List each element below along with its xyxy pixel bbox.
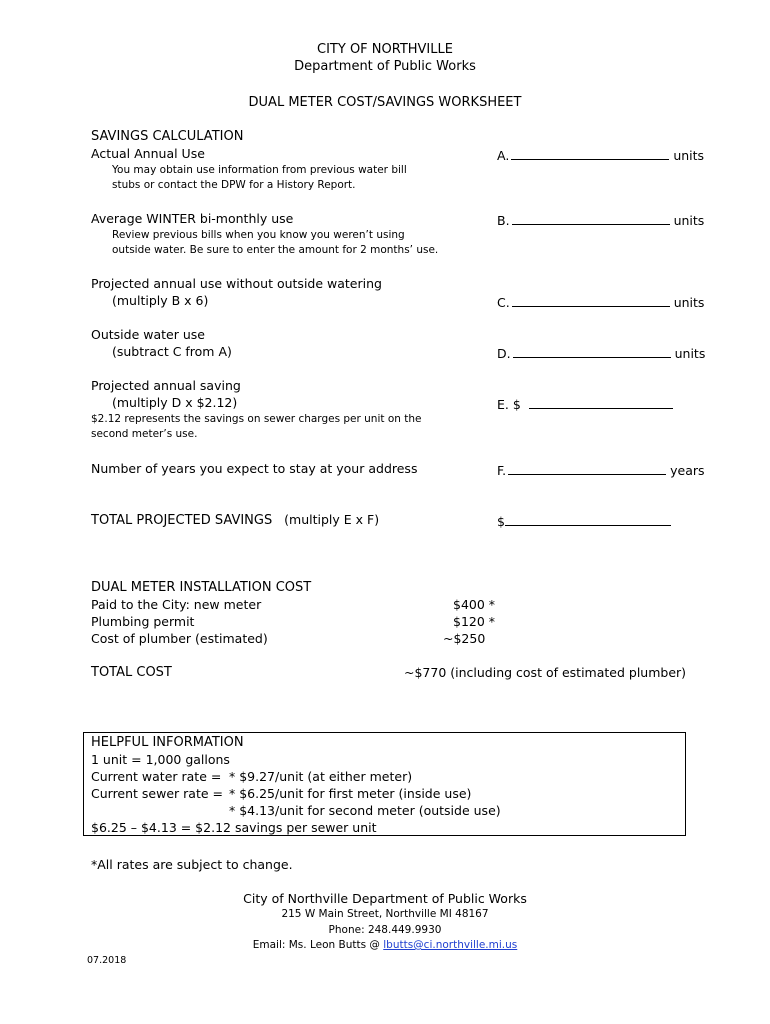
footer-phone: Phone: 248.449.9930 bbox=[328, 924, 442, 936]
row-a-letter: A. bbox=[497, 148, 510, 163]
row-d-unit: units bbox=[674, 346, 706, 361]
row-c-label: Projected annual use without outside watering bbox=[91, 276, 382, 291]
row-c-unit: units bbox=[673, 295, 705, 310]
savings-heading: SAVINGS CALCULATION bbox=[91, 129, 244, 144]
page-title: DUAL METER COST/SAVINGS WORKSHEET bbox=[248, 95, 522, 110]
row-e-input-line[interactable] bbox=[529, 395, 673, 409]
row-b-note: outside water. Be sure to enter the amount for 2 months’ use. bbox=[112, 244, 439, 256]
help-water-label: Current water rate = bbox=[91, 769, 222, 784]
install-item-label: Plumbing permit bbox=[91, 614, 195, 629]
row-b-letter: B. bbox=[497, 213, 510, 228]
total-savings-row bbox=[91, 512, 379, 528]
total-savings-formula: (multiply E x F) bbox=[284, 512, 380, 527]
row-d-formula: (subtract C from A) bbox=[112, 344, 232, 359]
row-c-field[interactable] bbox=[497, 293, 704, 310]
row-e-letter: E. $ bbox=[497, 397, 521, 412]
row-c-input-line[interactable] bbox=[512, 293, 670, 307]
row-f-field[interactable] bbox=[497, 461, 705, 478]
total-savings-input-line[interactable] bbox=[505, 512, 671, 526]
revision-date: 07.2018 bbox=[87, 955, 127, 966]
help-calc: $6.25 – $4.13 = $2.12 savings per sewer unit bbox=[91, 820, 377, 835]
help-sewer-value: * $4.13/unit for second meter (outside use) bbox=[229, 803, 501, 818]
row-d-letter: D. bbox=[497, 346, 511, 361]
row-e-note: second meter’s use. bbox=[91, 428, 198, 440]
row-a-note: You may obtain use information from previous water bill bbox=[112, 164, 407, 176]
row-e-label: Projected annual saving bbox=[91, 378, 241, 393]
row-b-label: Average WINTER bi-monthly use bbox=[91, 211, 294, 226]
total-savings-label: TOTAL PROJECTED SAVINGS bbox=[91, 513, 273, 528]
help-water-value: * $9.27/unit (at either meter) bbox=[229, 769, 413, 784]
row-e-note: $2.12 represents the savings on sewer charges per unit on the bbox=[91, 413, 422, 425]
help-unit: 1 unit = 1,000 gallons bbox=[91, 752, 230, 767]
row-b-field[interactable] bbox=[497, 211, 704, 228]
row-f-letter: F. bbox=[497, 463, 507, 478]
row-f-unit: years bbox=[670, 463, 705, 478]
row-f-label: Number of years you expect to stay at your address bbox=[91, 461, 418, 476]
row-e-formula: (multiply D x $2.12) bbox=[112, 395, 238, 410]
row-a-unit: units bbox=[673, 148, 705, 163]
row-d-field[interactable] bbox=[497, 344, 705, 361]
city-name: CITY OF NORTHVILLE bbox=[317, 42, 453, 57]
footer-address: 215 W Main Street, Northville MI 48167 bbox=[281, 908, 489, 920]
footer-email-prefix: Email: Ms. Leon Butts @ bbox=[252, 939, 384, 951]
install-item-amount: ~$250 bbox=[443, 631, 486, 646]
help-sewer-label: Current sewer rate = bbox=[91, 786, 223, 801]
total-cost-label: TOTAL COST bbox=[91, 665, 172, 680]
rates-footnote: *All rates are subject to change. bbox=[91, 857, 293, 872]
row-f-input-line[interactable] bbox=[508, 461, 666, 475]
row-a-field[interactable] bbox=[497, 146, 704, 163]
row-a-note: stubs or contact the DPW for a History Report. bbox=[112, 179, 356, 191]
row-e-field[interactable] bbox=[497, 395, 677, 412]
install-item-amount: $400 * bbox=[453, 597, 496, 612]
install-heading: DUAL METER INSTALLATION COST bbox=[91, 580, 312, 595]
row-b-input-line[interactable] bbox=[512, 211, 670, 225]
total-savings-field[interactable] bbox=[497, 512, 675, 529]
footer-email-row bbox=[0, 939, 770, 951]
install-item-label: Cost of plumber (estimated) bbox=[91, 631, 268, 646]
row-b-note: Review previous bills when you know you weren’t using bbox=[112, 229, 405, 241]
department-name: Department of Public Works bbox=[294, 59, 476, 74]
total-savings-prefix: $ bbox=[497, 514, 505, 529]
row-c-formula: (multiply B x 6) bbox=[112, 293, 209, 308]
row-a-input-line[interactable] bbox=[511, 146, 669, 160]
footer-org: City of Northville Department of Public Works bbox=[243, 891, 527, 906]
help-sewer-value: * $6.25/unit for first meter (inside use) bbox=[229, 786, 472, 801]
row-d-input-line[interactable] bbox=[513, 344, 671, 358]
row-a-label: Actual Annual Use bbox=[91, 146, 205, 161]
total-cost-value: ~$770 (including cost of estimated plumber) bbox=[404, 665, 687, 680]
help-heading: HELPFUL INFORMATION bbox=[91, 735, 244, 750]
install-item-amount: $120 * bbox=[453, 614, 496, 629]
install-item-label: Paid to the City: new meter bbox=[91, 597, 262, 612]
row-d-label: Outside water use bbox=[91, 327, 205, 342]
row-b-unit: units bbox=[673, 213, 705, 228]
row-c-letter: C. bbox=[497, 295, 510, 310]
footer-email-link[interactable]: lbutts@ci.northville.mi.us bbox=[383, 939, 518, 951]
